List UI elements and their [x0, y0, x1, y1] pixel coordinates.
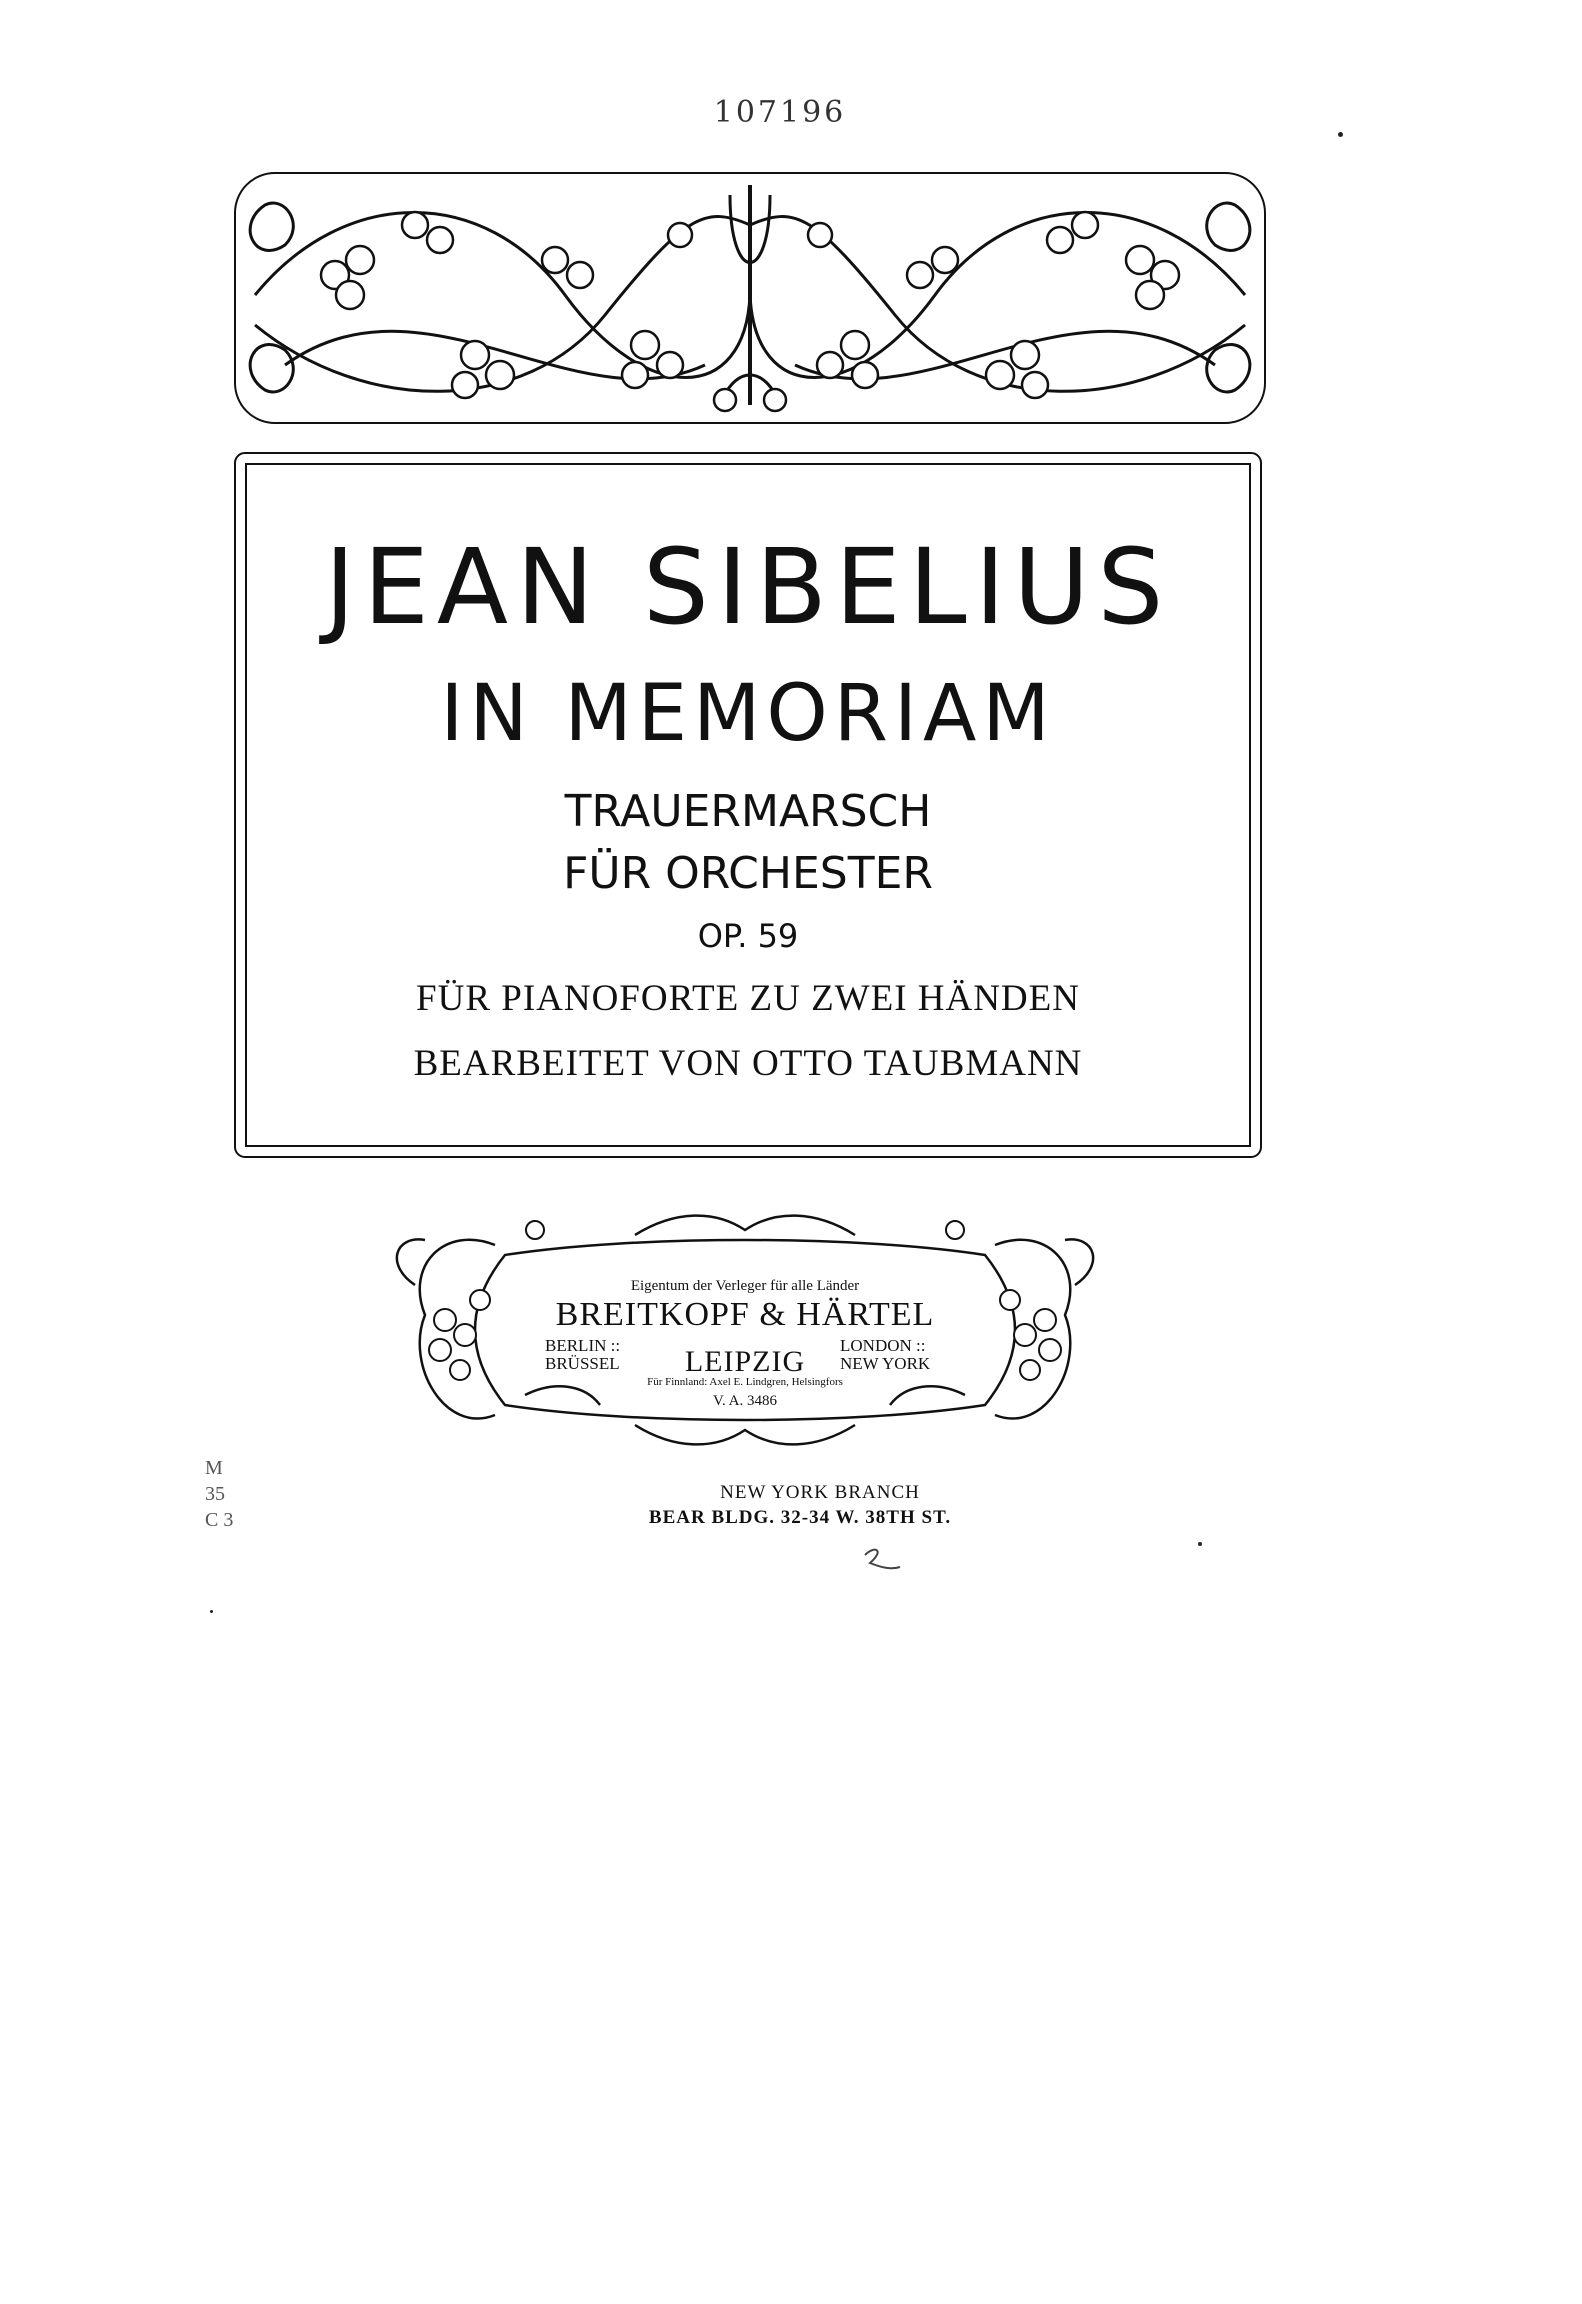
arranger-credit: BEARBEITET VON OTTO TAUBMANN	[413, 1043, 1083, 1084]
opus-number: OP. 59	[697, 917, 799, 955]
top-ornament-image	[225, 165, 1275, 430]
branch-address: BEAR BLDG. 32-34 W. 38TH ST.	[648, 1507, 952, 1528]
plate-number: V. A. 3486	[713, 1393, 777, 1409]
subtitle-line-1: TRAUERMARSCH	[564, 786, 932, 837]
library-stamp-number: 107196	[713, 95, 847, 130]
publisher-city: BERLIN ::	[545, 1336, 621, 1355]
shelf-mark-line: C 3	[205, 1509, 234, 1531]
publisher-main-city: LEIPZIG	[684, 1345, 806, 1378]
paper-speck	[1198, 1542, 1202, 1546]
publisher-city: NEW YORK	[840, 1353, 931, 1373]
publisher-name: BREITKOPF & HÄRTEL	[555, 1296, 935, 1333]
shelf-mark	[205, 1455, 265, 1533]
publisher-city: LONDON ::	[840, 1336, 926, 1355]
finland-agent-note: Für Finnland: Axel E. Lindgren, Helsingfors	[647, 1376, 843, 1388]
ink-scribble-mark	[855, 1545, 905, 1580]
publisher-cities-right	[840, 1337, 970, 1373]
publisher-cities-left	[545, 1337, 645, 1373]
shelf-mark-line: M	[205, 1457, 223, 1479]
branch-heading: NEW YORK BRANCH	[720, 1482, 920, 1503]
composer-name: JEAN SIBELIUS	[324, 526, 1172, 648]
publisher-city: BRÜSSEL	[545, 1353, 620, 1373]
subtitle-line-2: FÜR ORCHESTER	[563, 848, 933, 899]
paper-speck	[1338, 132, 1343, 137]
shelf-mark-line: 35	[205, 1483, 225, 1505]
arrangement-note: FÜR PIANOFORTE ZU ZWEI HÄNDEN	[416, 978, 1080, 1019]
publisher-rights-note: Eigentum der Verleger für alle Länder	[630, 1278, 860, 1294]
work-title: IN MEMORIAM	[440, 669, 1056, 759]
paper-speck	[210, 1610, 213, 1613]
